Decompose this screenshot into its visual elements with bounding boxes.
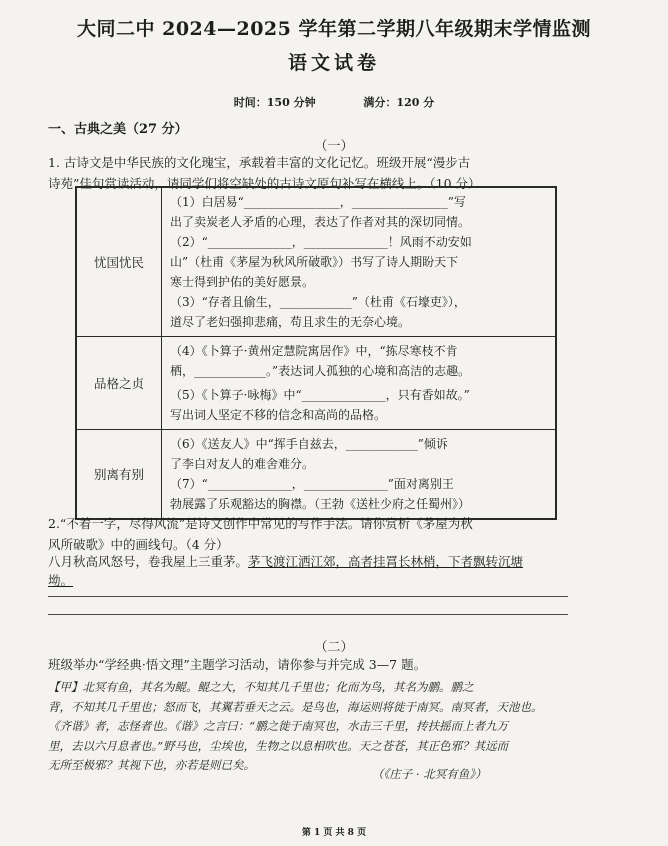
part2-label: （二）	[314, 640, 354, 655]
category-cell: 忧国忧民	[76, 187, 162, 337]
question-2-line: 风所破歌》中的画线句。（4 分）	[48, 537, 229, 552]
text-line: （7）“______________，______________”面对离别王	[170, 477, 454, 491]
content-cell	[162, 337, 557, 430]
section-heading: 一、古典之美（27 分）	[48, 122, 188, 137]
text-line: 山”（杜甫《茅屋为秋风所破歌》）书写了诗人期盼天下	[170, 255, 459, 269]
table-row	[76, 187, 556, 337]
text-line: 勃展露了乐观豁达的胸襟。（王勃《送杜少府之任蜀州》）	[170, 497, 471, 511]
question-2-line: 2.“不着一字，尽得风流”是诗文创作中常见的写作手法。请你赏析《茅屋为秋	[48, 516, 473, 531]
time-label: 时间：150 分钟	[233, 96, 316, 109]
question-2	[48, 513, 593, 555]
excerpt-plain: 八月秋高风怒号，卷我屋上三重茅。	[48, 554, 249, 569]
classical-line: 背，不知其几千里也；怒而飞，其翼若垂天之云。是鸟也，海运则将徙于南冥。南冥者，天池也。	[48, 699, 543, 714]
answer-line[interactable]	[48, 596, 568, 597]
text-line: 道尽了老妇强抑悲痛，苟且求生的无奈心境。	[170, 315, 411, 329]
exam-title: 大同二中 2024—2025 学年第二学期八年级期末学情监测	[77, 18, 591, 40]
category-cell: 品格之贞	[76, 337, 162, 430]
text-line: 寒士得到护佑的美好愿景。	[170, 275, 315, 289]
classical-line: 里，去以六月息者也。”野马也，尘埃也，生物之以息相吹也。天之苍苍，其正色邪？其远而	[48, 738, 509, 753]
part1-label: （一）	[314, 139, 354, 154]
classical-line: 【甲】北冥有鱼，其名为鲲。鲲之大，不知其几千里也；化而为鸟，其名为鹏。鹏之	[48, 680, 474, 694]
score-label: 满分：120 分	[363, 96, 435, 109]
text-line: （1）白居易“________________，________________”写	[170, 195, 466, 209]
text-line: 出了卖炭老人矛盾的心理，表达了作者对其的深切同情。	[170, 215, 471, 229]
classical-text	[48, 678, 608, 776]
answer-line[interactable]	[48, 614, 568, 615]
classical-line: 《齐谐》者，志怪者也。《谐》之言曰：“鹏之徙于南冥也，水击三千里，抟扶摇而上者九万	[48, 719, 509, 733]
text-line: （6）《送友人》中“挥手自兹去，____________”倾诉	[170, 437, 448, 451]
poem-excerpt	[48, 552, 593, 590]
exam-meta	[0, 94, 668, 110]
table-row	[76, 337, 556, 430]
poem-fill-table	[75, 186, 557, 520]
text-line: （3）“存者且偷生，____________”（杜甫《石壕吏》），	[170, 295, 466, 309]
source-citation: （《庄子 · 北冥有鱼》）	[372, 767, 487, 781]
text-line: 栖，____________。”表达词人孤独的心境和高洁的志趣。	[170, 364, 471, 378]
table-row	[76, 430, 556, 520]
question-1-line: 诗苑”佳句赏读活动，请同学们将空缺处的古诗文原句补写在横线上。（10 分）	[48, 176, 481, 191]
page-number: 第 1 页 共 8 页	[301, 828, 367, 838]
text-line: （4）《卜算子·黄州定慧院寓居作》中，“拣尽寒枝不肯	[170, 344, 458, 358]
part2-intro: 班级举办“学经典·悟文理”主题学习活动，请你参与并完成 3—7 题。	[48, 657, 427, 672]
text-line: （2）“______________，______________！风雨不动安如	[170, 235, 472, 249]
classical-line: 无所至极邪？其视下也，亦若是则已矣。	[48, 758, 255, 772]
exam-subtitle: 语文试卷	[287, 52, 380, 74]
content-cell	[162, 187, 557, 337]
content-cell	[162, 430, 557, 520]
text-line: 写出词人坚定不移的信念和高尚的品格。	[170, 408, 387, 422]
excerpt-underlined: 坳。	[48, 573, 74, 588]
category-cell: 别离有别	[76, 430, 162, 520]
excerpt-underlined: 茅飞渡江洒江郊，高者挂罥长林梢，下者飘转沉塘	[248, 554, 524, 569]
text-line: （5）《卜算子·咏梅》中“______________，只有香如故。”	[170, 388, 470, 402]
text-line: 了李白对友人的难舍难分。	[170, 457, 315, 471]
question-1-line: 1. 古诗文是中华民族的文化瑰宝，承载着丰富的文化记忆。班级开展“漫步古	[48, 155, 471, 170]
